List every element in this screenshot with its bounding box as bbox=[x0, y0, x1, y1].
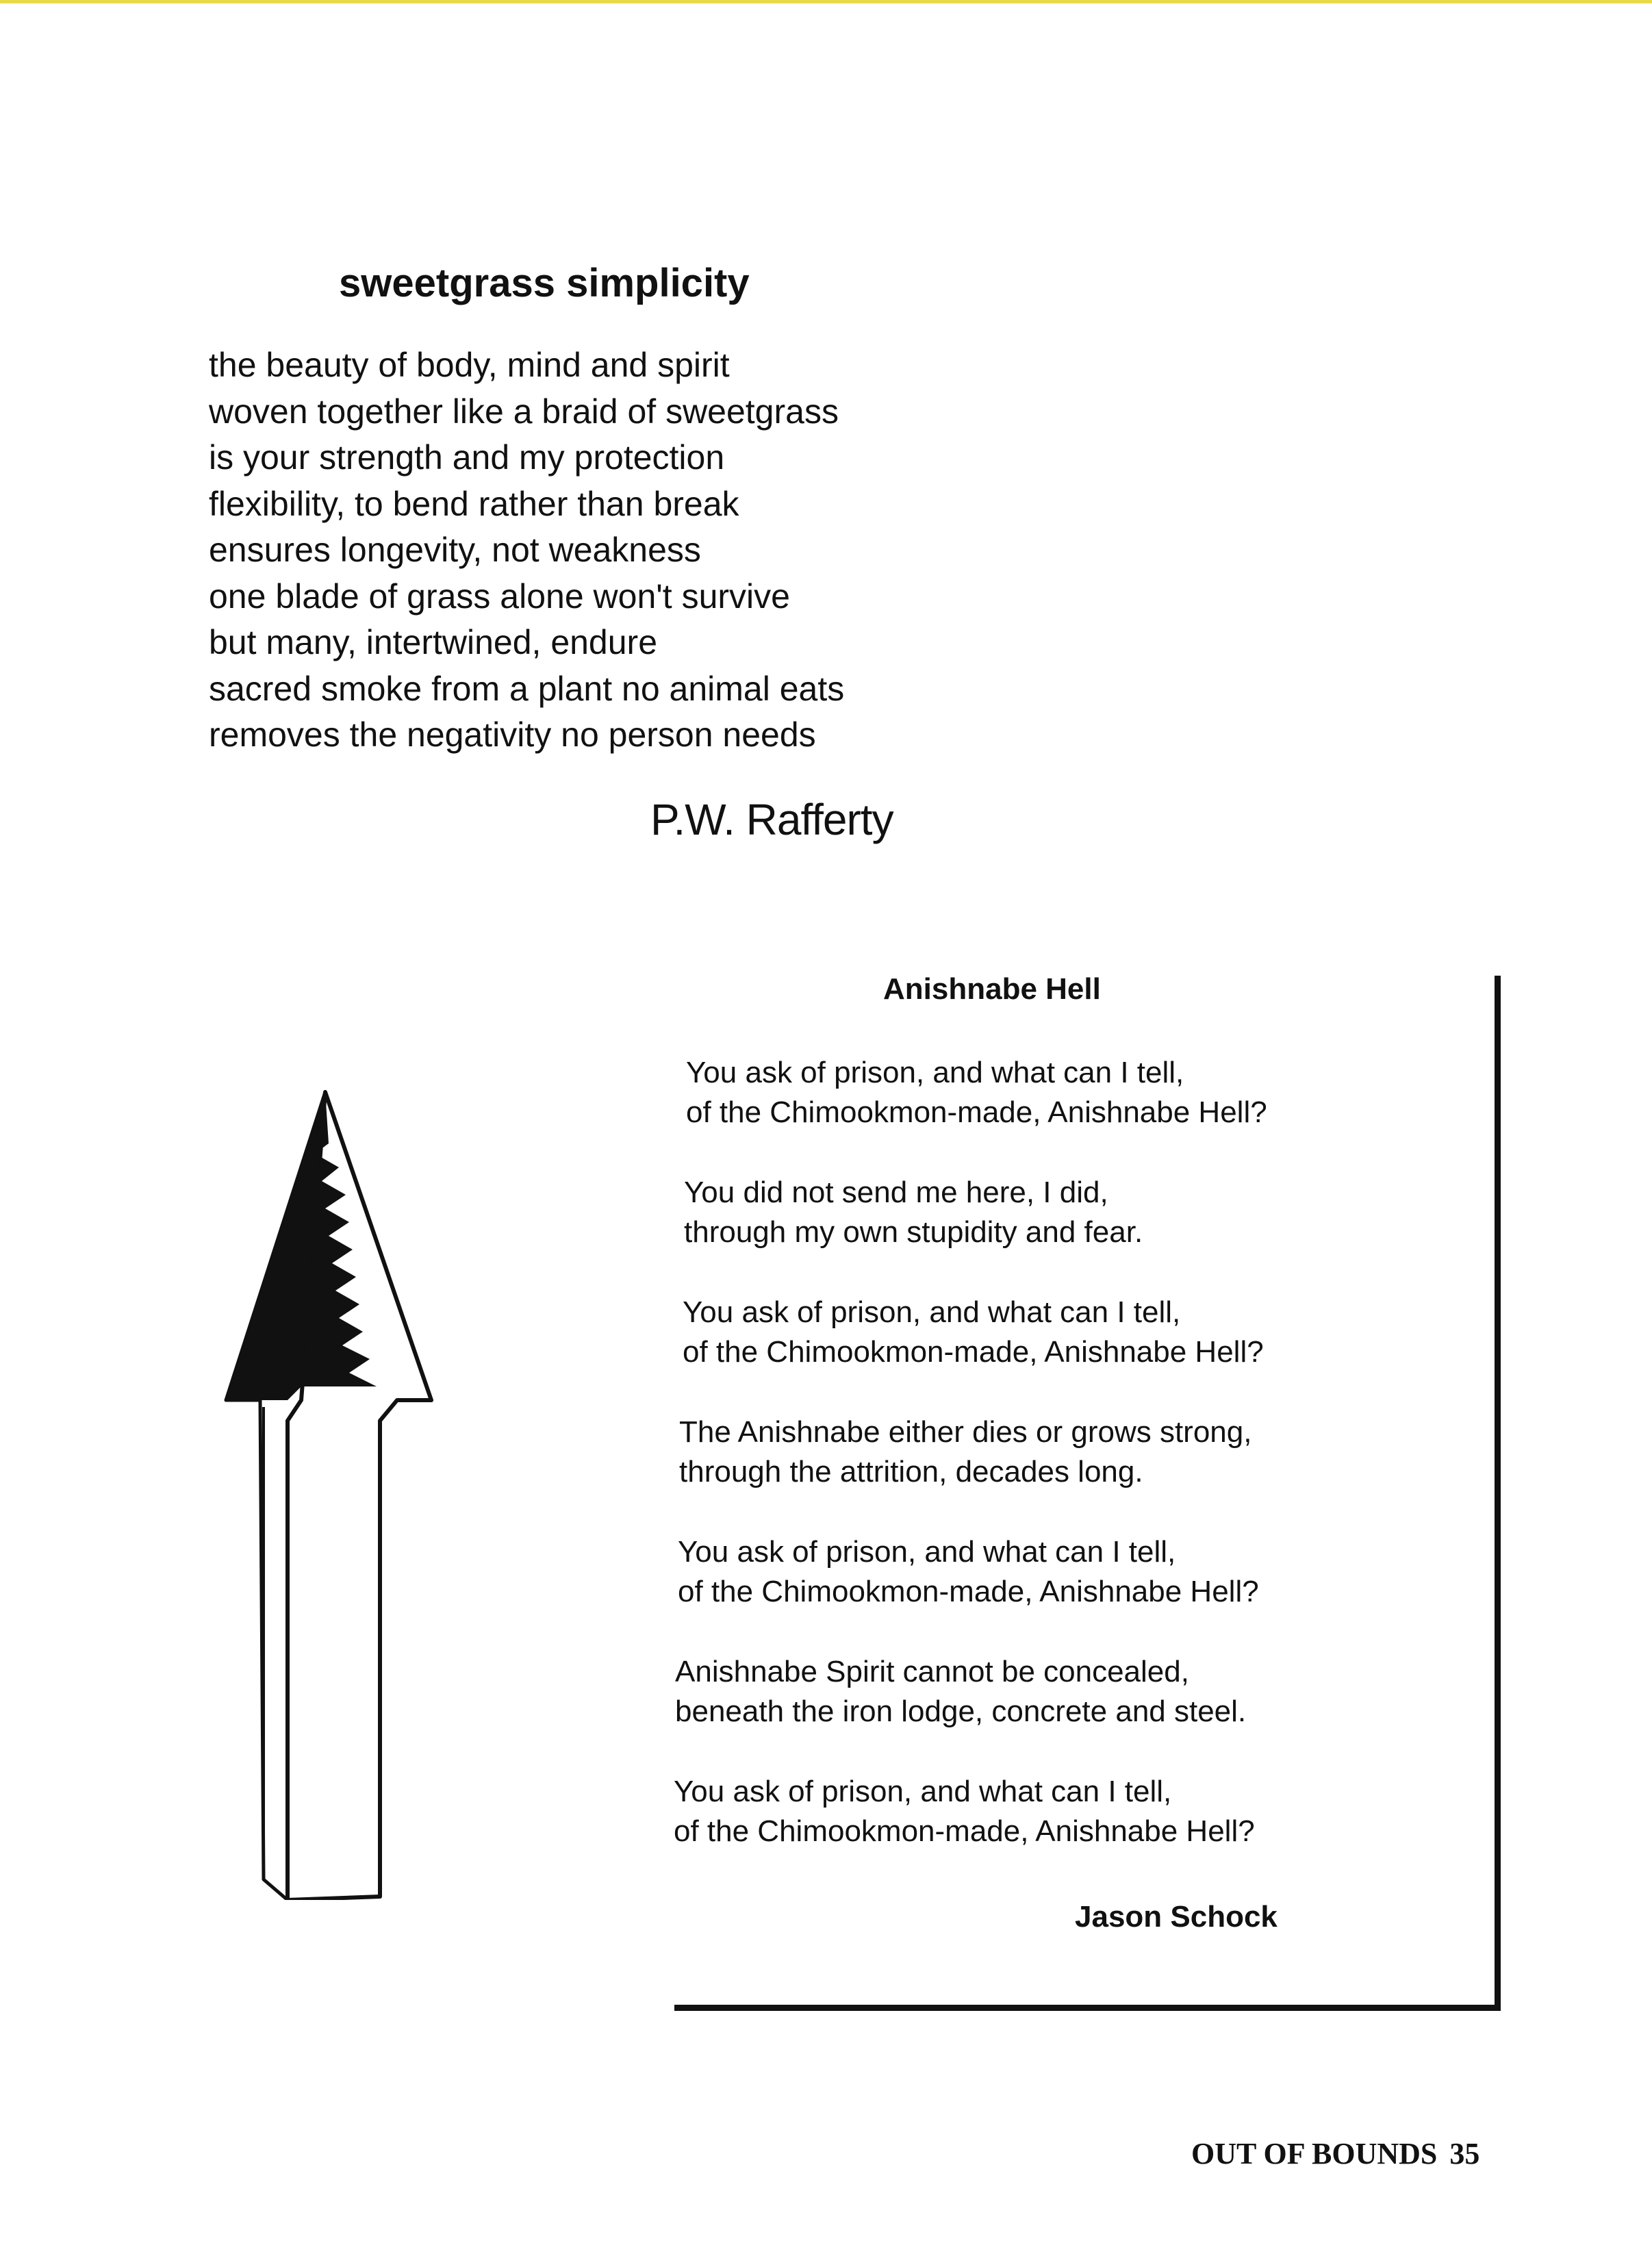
stanza bbox=[684, 1173, 1143, 1252]
poem-line: ensures longevity, not weakness bbox=[209, 531, 701, 569]
magazine-name: OUT OF BOUNDS bbox=[1191, 2137, 1438, 2170]
stanza bbox=[674, 1772, 1255, 1851]
poem-body-sweetgrass bbox=[209, 342, 844, 759]
stanza bbox=[679, 1412, 1251, 1492]
poem-title-sweetgrass: sweetgrass simplicity bbox=[339, 261, 750, 305]
top-edge-line bbox=[0, 0, 1652, 3]
poem-line: You ask of prison, and what can I tell, bbox=[686, 1056, 1184, 1089]
poem-line: Anishnabe Spirit cannot be concealed, bbox=[675, 1655, 1189, 1688]
poem-line: You ask of prison, and what can I tell, bbox=[678, 1535, 1176, 1569]
poem-line: of the Chimookmon-made, Anishnabe Hell? bbox=[683, 1335, 1264, 1369]
poem-line: the beauty of body, mind and spirit bbox=[209, 346, 730, 384]
poem-line: one blade of grass alone won't survive bbox=[209, 576, 790, 616]
poem-line: is your strength and my protection bbox=[209, 438, 725, 477]
page-number: 35 bbox=[1449, 2137, 1480, 2170]
poem-line: You ask of prison, and what can I tell, bbox=[683, 1295, 1181, 1329]
poem-author-rafferty: P.W. Rafferty bbox=[650, 795, 893, 844]
poem-line: sacred smoke from a plant no animal eats bbox=[209, 669, 845, 708]
poem-line: of the Chimookmon-made, Anishnabe Hell? bbox=[674, 1814, 1255, 1848]
poem-line: woven together like a braid of sweetgrass bbox=[209, 392, 839, 431]
stanza bbox=[678, 1532, 1259, 1612]
stanza bbox=[686, 1053, 1267, 1132]
poem-line: You did not send me here, I did, bbox=[684, 1176, 1108, 1209]
poem-line: removes the negativity no person needs bbox=[209, 715, 816, 754]
poem-line: but many, intertwined, endure bbox=[209, 623, 658, 661]
poem-line: flexibility, to bend rather than break bbox=[209, 484, 739, 523]
poem-line: through my own stupidity and fear. bbox=[684, 1215, 1143, 1249]
stanza bbox=[675, 1652, 1246, 1732]
arrow-up-icon bbox=[205, 1078, 452, 1900]
poem-line: The Anishnabe either dies or grows strong, bbox=[679, 1415, 1252, 1449]
poem-author-schock: Jason Schock bbox=[1075, 1900, 1278, 1934]
poem-title-anishnabe-hell: Anishnabe Hell bbox=[883, 972, 1101, 1006]
poem-frame-bottom-rule bbox=[674, 2005, 1501, 2011]
poem-frame-right-rule bbox=[1495, 976, 1501, 2011]
page-footer bbox=[1191, 2136, 1479, 2171]
poem-line: of the Chimookmon-made, Anishnabe Hell? bbox=[678, 1575, 1259, 1608]
poem-line: of the Chimookmon-made, Anishnabe Hell? bbox=[686, 1095, 1267, 1129]
poem-line: beneath the iron lodge, concrete and steel. bbox=[675, 1695, 1247, 1728]
stanza bbox=[683, 1293, 1264, 1372]
poem-line: You ask of prison, and what can I tell, bbox=[674, 1775, 1172, 1808]
poem-line: through the attrition, decades long. bbox=[679, 1455, 1143, 1488]
